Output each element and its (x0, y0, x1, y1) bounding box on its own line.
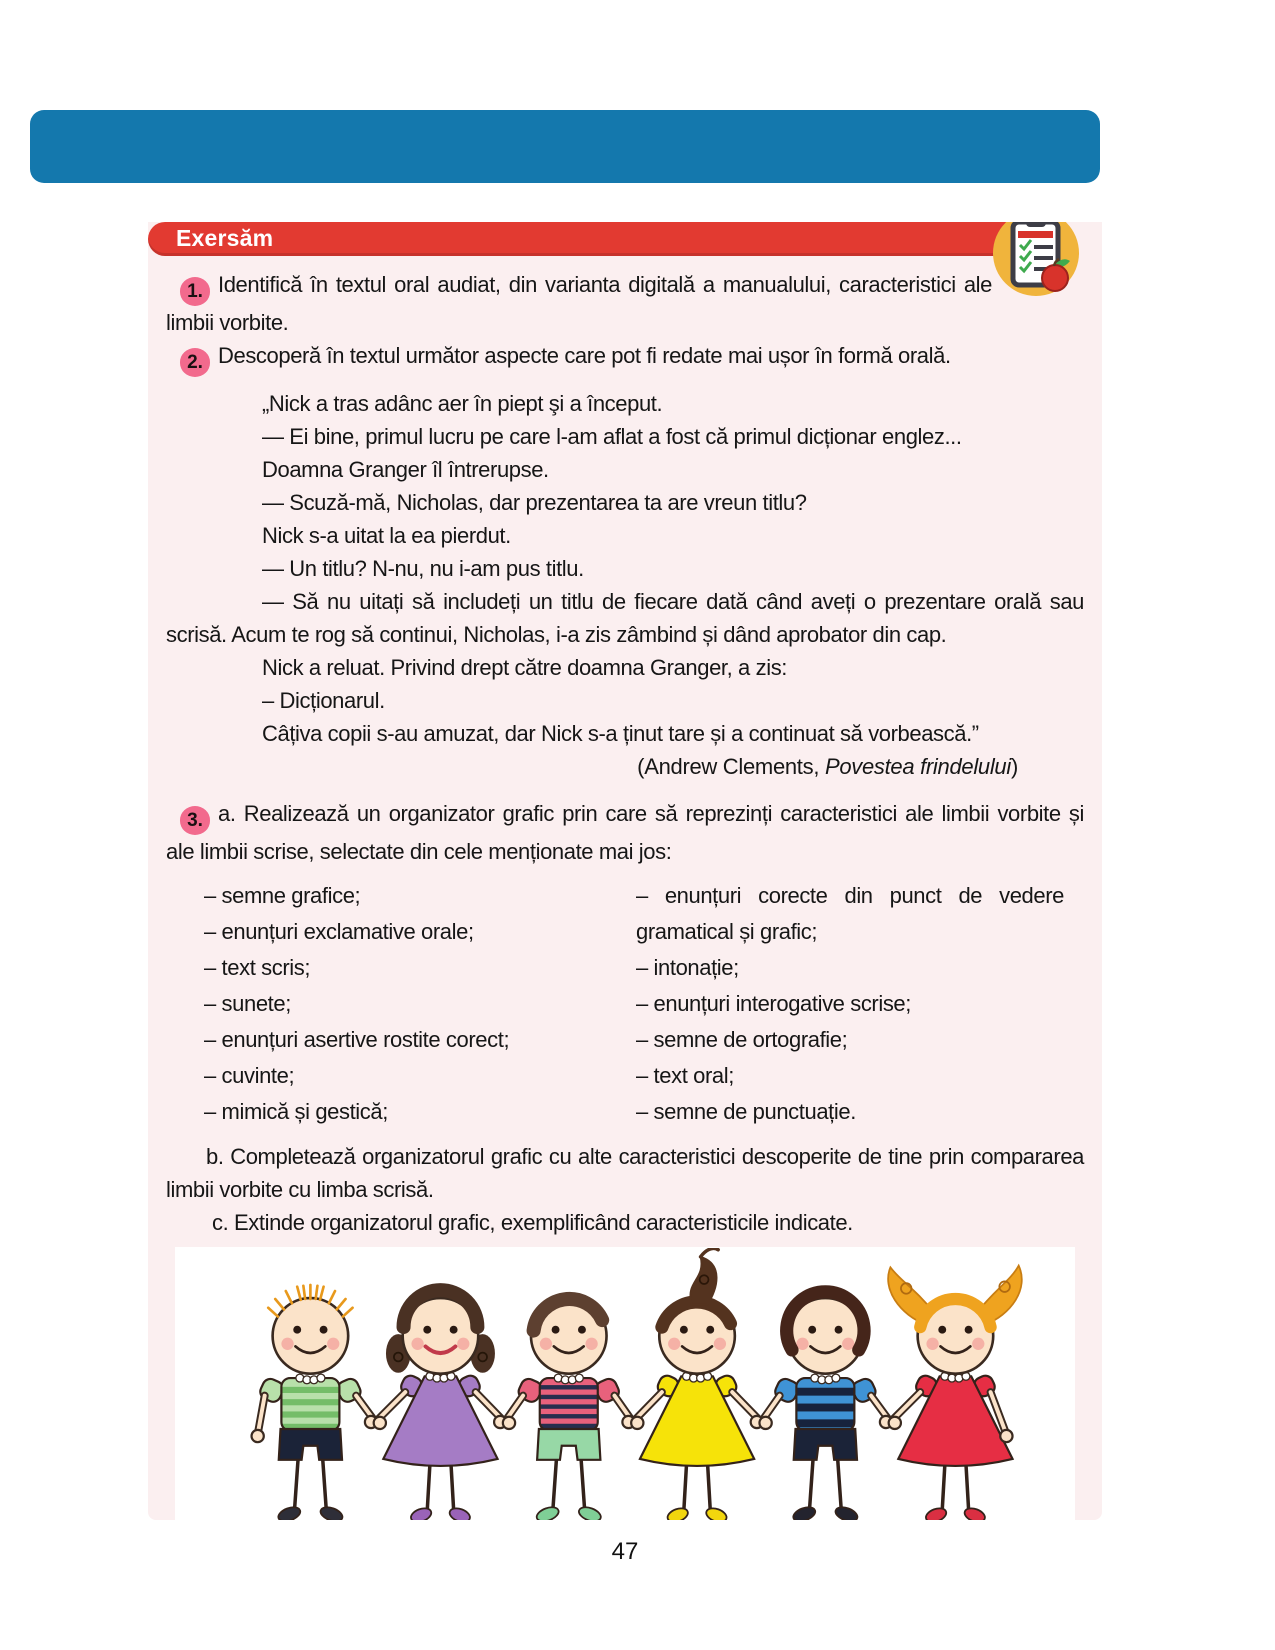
icon-spacer (992, 268, 1084, 310)
page-number: 47 (611, 1538, 639, 1565)
quote-line: — Un titlu? N-nu, nu i-am pus titlu. (262, 556, 584, 581)
list-item: – semne de punctuație. (636, 1099, 856, 1124)
list-item: – enunțuri exclamative orale; (204, 919, 474, 944)
quote-line: — Să nu uitați să includeți un titlu de fiecare dată când aveți o prezentare orală sau scrisă. Acum te rog să continui, Nicholas, i-a zis zâmbind și dând aprobator din cap. (166, 589, 1084, 647)
list-column-left (166, 878, 636, 1130)
quote-line: Nick s-a uitat la ea pierdut. (262, 523, 511, 548)
exercise-2 (166, 339, 1084, 377)
section-title: Exersăm (176, 225, 274, 251)
quote-block (166, 387, 1084, 783)
list-item: – intonație; (636, 955, 739, 980)
list-item: – semne grafice; (204, 883, 361, 908)
list-item: – enunțuri asertive rostite corect; (204, 1027, 510, 1052)
exercise-1 (166, 268, 1084, 339)
exercise-3 (166, 797, 1084, 868)
exercise-3a-text: a. Realizează un organizator grafic prin care să reprezinți caracteristici ale limbii vorbite și ale limbii scrise, selectate din cele menționate mai jos: (166, 801, 1084, 864)
exercise-2-text: Descoperă în textul următor aspecte care pot fi redate mai ușor în formă orală. (218, 343, 951, 368)
list-item: – enunțuri corecte din punct de vedere gramatical și grafic; (636, 883, 1064, 944)
list-column-right (636, 878, 1064, 1130)
quote-line: Câțiva copii s-au amuzat, dar Nick s-a ținut tare și a continuat să vorbească.” (262, 721, 979, 746)
book-title: Povestea frindelului (824, 754, 1011, 779)
list-item: – semne de ortografie; (636, 1027, 848, 1052)
children-illustration (175, 1247, 1075, 1520)
list-item: – text scris; (204, 955, 311, 980)
exercise-1-text: Identifică în textul oral audiat, din varianta digitală a manualului, caracteristici ale limbii vorbite. (166, 272, 992, 335)
characteristics-list (166, 878, 1084, 1130)
exercise-3-number: 3. (180, 806, 210, 835)
list-item: – sunete; (204, 991, 291, 1016)
quote-line: „Nick a tras adânc aer în piept şi a început. (262, 391, 663, 416)
quote-line: – Dicționarul. (262, 688, 385, 713)
list-item: – cuvinte; (204, 1063, 295, 1088)
task-c: c. Extinde organizatorul grafic, exemplificând caracteristicile indicate. (212, 1210, 853, 1235)
exercise-2-number: 2. (180, 348, 210, 377)
list-item: – text oral; (636, 1063, 734, 1088)
quote-line: Nick a reluat. Privind drept către doamna Granger, a zis: (262, 655, 788, 680)
quote-attribution: (Andrew Clements, Povestea frindelului) (637, 754, 1018, 779)
task-b: b. Completează organizatorul grafic cu alte caracteristici descoperite de tine prin compararea limbii vorbite cu limba scrisă. (166, 1144, 1084, 1202)
list-item: – mimică și gestică; (204, 1099, 388, 1124)
list-item: – enunțuri interogative scrise; (636, 991, 911, 1016)
quote-line: — Scuză-mă, Nicholas, dar prezentarea ta are vreun titlu? (262, 490, 807, 515)
exercise-1-number: 1. (180, 277, 210, 306)
quote-line: — Ei bine, primul lucru pe care l-am aflat a fost că primul dicționar englez... (262, 424, 962, 449)
exercise-section (148, 222, 1102, 1520)
header-band (30, 110, 1100, 183)
quote-line: Doamna Granger îl întrerupse. (262, 457, 549, 482)
